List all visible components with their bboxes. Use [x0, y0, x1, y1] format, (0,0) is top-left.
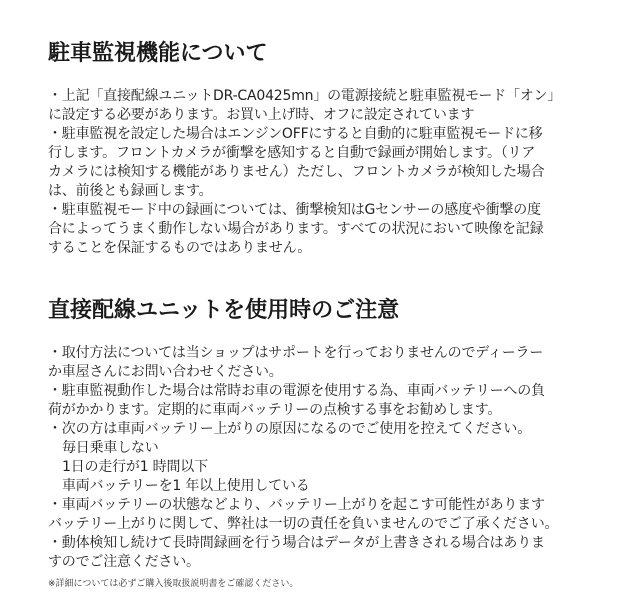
body-line: ・駐車監視を設定した場合はエンジンOFFにすると自動的に駐車監視モードに移: [48, 126, 543, 142]
body-line: することを保証するものではありません。: [48, 240, 312, 256]
wiring-unit-caution-section: [48, 296, 608, 591]
body-line: ・取付方法については当ショップはサポートを行っておりませんのでディーラー: [48, 345, 544, 361]
section-body: [48, 344, 608, 591]
footnote: ※詳細については必ずご購入後取扱説明書をご確認ください。: [48, 579, 299, 589]
body-line: 行します。フロントカメラが衝撃を感知すると自動で録画が開始します。（リア: [48, 145, 536, 161]
body-line: 合によってうまく動作しない場合があります。すべての状況において映像を記録: [48, 221, 544, 237]
body-line: ・上記「直接配線ユニットDR-CA0425mn」の電源接続と駐車監視モード「オン」: [48, 88, 562, 104]
body-line: ・次の方は車両バッテリー上がりの原因になるのでご使用を控えてください。: [48, 421, 531, 437]
body-line: すのでご注意ください。: [48, 554, 200, 570]
body-line: に設定する必要があります。お買い上げ時、オフに設定されています: [48, 107, 475, 123]
body-line: は、前後とも録画します。: [48, 183, 213, 199]
body-line: 荷がかかります。定期的に車両バッテリーの点検する事をお勧めします。: [48, 402, 502, 418]
body-line: ・駐車監視モード中の録画については、衝撃検知はGセンサーの感度や衝撃の度: [48, 202, 541, 218]
indented-item: 1日の走行が1 時間以下: [62, 459, 208, 475]
body-line: ・駐車監視動作した場合は常時お車の電源を使用する為、車両バッテリーへの負: [48, 383, 545, 399]
indented-item: 毎日乗車しない: [62, 440, 159, 456]
body-line: ・動体検知し続けて長時間録画を行う場合はデータが上書きされる場合はありま: [48, 535, 545, 551]
body-line: カメラには検知する機能がありません）ただし、フロントカメラが検知した場合: [48, 164, 545, 180]
indented-item: 車両バッテリーを1 年以上使用している: [62, 478, 310, 494]
section-title: 駐車監視機能について: [48, 41, 268, 66]
parking-monitor-section: [48, 39, 608, 258]
body-line: バッテリー上がりに関して、弊社は一切の責任を負いませんのでご了承ください。: [48, 516, 559, 532]
section-title: 直接配線ユニットを使用時のご注意: [48, 298, 400, 323]
body-line: ・車両バッテリーの状態などより、バッテリー上がりを起こす可能性があります: [48, 497, 545, 513]
section-body: [48, 87, 608, 258]
body-line: か車屋さんにお問い合わせください。: [48, 364, 283, 380]
